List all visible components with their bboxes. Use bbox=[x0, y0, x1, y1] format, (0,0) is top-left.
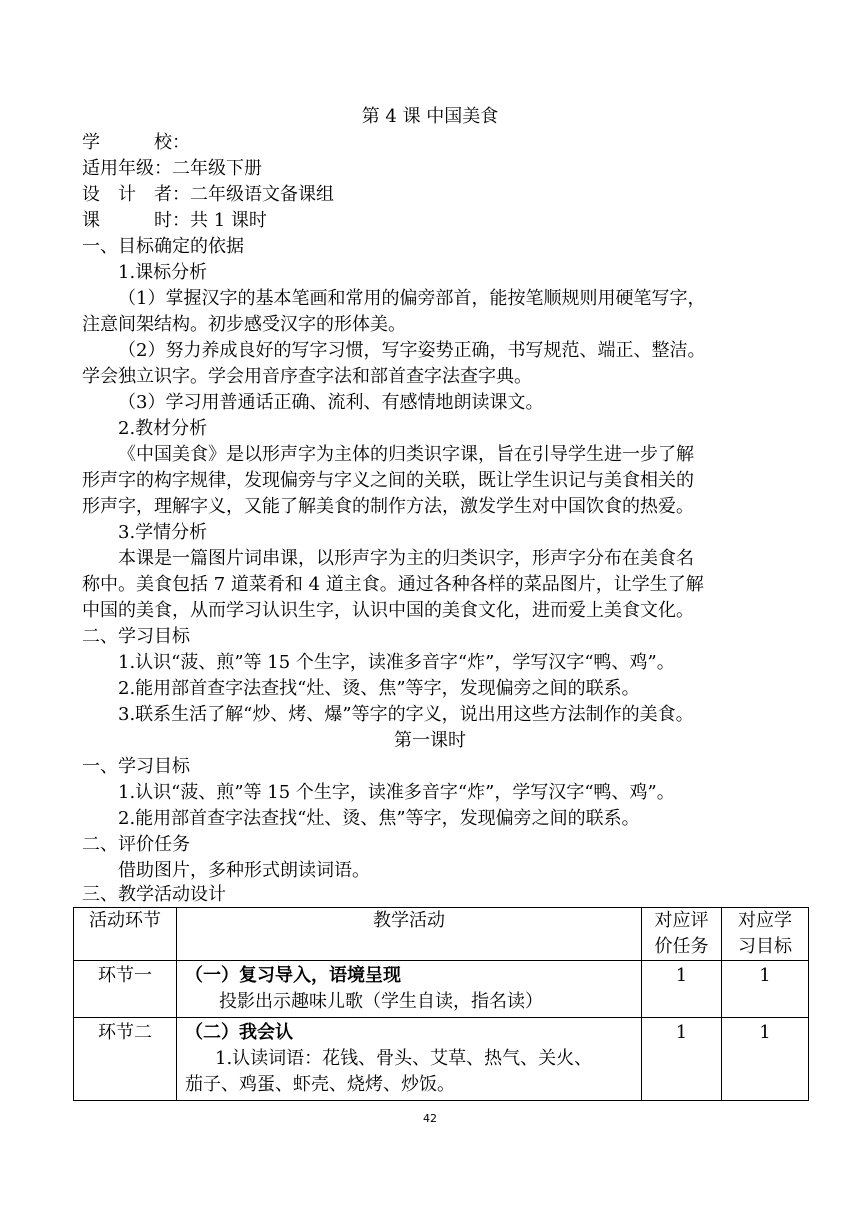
paragraph-line: 本课是一篇图片词串课，以形声字为主的归类识字，形声字分布在美食名 bbox=[118, 548, 694, 569]
subheading-learner: 3.学情分析 bbox=[118, 522, 208, 543]
goal-cell: 1 bbox=[722, 1018, 809, 1101]
paragraph-line: 《中国美食》是以形声字为主体的归类识字课，旨在引导学生进一步了解 bbox=[118, 444, 694, 465]
goal-item: 2.能用部首查字法查找“灶、烫、焦”等字，发现偏旁之间的联系。 bbox=[118, 808, 640, 829]
activity-line: 茄子、鸡蛋、虾壳、烧烤、炒饭。 bbox=[185, 1074, 455, 1095]
header-activity: 教学活动 bbox=[177, 908, 642, 961]
paragraph-line: 中国的美食，从而学习认识生字，认识中国的美食文化，进而爱上美食文化。 bbox=[82, 600, 694, 621]
table-header-row bbox=[74, 908, 809, 961]
meta-designer: 设 计 者 ：二年级语文备课组 bbox=[82, 182, 334, 208]
meta-school: 学 校 ： bbox=[82, 130, 190, 156]
goal-item: 3.联系生活了解“炒、烤、爆”等字的字义，说出用这些方法制作的美食。 bbox=[118, 704, 694, 725]
header-task: 对应评 价任务 bbox=[642, 908, 722, 961]
section-heading-lesson-goals: 一、学习目标 bbox=[82, 756, 190, 777]
activity-cell bbox=[177, 1018, 642, 1101]
paragraph-line: 形声字，理解字义，又能了解美食的制作方法，激发学生对中国饮食的热爱。 bbox=[82, 496, 694, 517]
paragraph-line: 形声字的构字规律，发现偏旁与字义之间的关联，既让学生识记与美食相关的 bbox=[82, 470, 694, 491]
paragraph-line: （2）努力养成良好的写字习惯，写字姿势正确，书写规范、端正、整洁。 bbox=[118, 340, 706, 361]
section-heading-goals: 二、学习目标 bbox=[82, 626, 190, 647]
header-goal: 对应学 习目标 bbox=[722, 908, 809, 961]
paragraph-line: 称中。美食包括 7 道菜肴和 4 道主食。通过各种各样的菜品图片，让学生了解 bbox=[82, 574, 704, 595]
section-heading-activities: 三、教学活动设计 bbox=[82, 884, 226, 905]
meta-hours: 课 时 ：共 1 课时 bbox=[82, 208, 267, 234]
meta-hours-label: 课 时 bbox=[82, 210, 172, 231]
meta-designer-label: 设 计 者 bbox=[82, 184, 172, 205]
paragraph-line: 注意间架结构。初步感受汉字的形体美。 bbox=[82, 314, 406, 335]
goal-item: 2.能用部首查字法查找“灶、烫、焦”等字，发现偏旁之间的联系。 bbox=[118, 678, 640, 699]
meta-school-label: 学 校 bbox=[82, 132, 172, 153]
goal-item: 1.认识“菠、煎”等 15 个生字，读准多音字“炸”，学写汉字“鸭、鸡”。 bbox=[118, 782, 675, 803]
subheading-textbook: 2.教材分析 bbox=[118, 418, 208, 439]
lesson-title: 第 4 课 中国美食 bbox=[361, 106, 499, 127]
paragraph-line: （3）学习用普通话正确、流利、有感情地朗读课文。 bbox=[118, 392, 544, 413]
meta-grade-value: 二年级下册 bbox=[172, 158, 262, 179]
goal-cell: 1 bbox=[722, 961, 809, 1018]
activity-table bbox=[73, 907, 809, 1101]
task-cell: 1 bbox=[642, 1018, 722, 1101]
subheading-curriculum: 1.课标分析 bbox=[118, 262, 208, 283]
paragraph-line: 学会独立识字。学会用音序查字法和部首查字法查字典。 bbox=[82, 366, 532, 387]
meta-grade: 适用年级：二年级下册 bbox=[82, 158, 262, 179]
meta-designer-value: 二年级语文备课组 bbox=[190, 184, 334, 205]
activity-title: （一）复习导入，语境呈现 bbox=[185, 965, 401, 986]
meta-hours-value: 共 1 课时 bbox=[190, 210, 267, 231]
task-cell: 1 bbox=[642, 961, 722, 1018]
stage-cell: 环节二 bbox=[74, 1018, 177, 1101]
paragraph-line: （1）掌握汉字的基本笔画和常用的偏旁部首，能按笔顺规则用硬笔写字， bbox=[118, 288, 706, 309]
table-row bbox=[74, 961, 809, 1018]
task-item: 借助图片，多种形式朗读词语。 bbox=[118, 860, 370, 881]
activity-cell bbox=[177, 961, 642, 1018]
lesson-period-title: 第一课时 bbox=[394, 730, 466, 751]
activity-line: 1.认读词语：花钱、骨头、艾草、热气、关火、 bbox=[215, 1048, 593, 1069]
stage-cell: 环节一 bbox=[74, 961, 177, 1018]
goal-item: 1.认识“菠、煎”等 15 个生字，读准多音字“炸”，学写汉字“鸭、鸡”。 bbox=[118, 652, 675, 673]
section-heading-basis: 一、目标确定的依据 bbox=[82, 236, 244, 257]
activity-line: 投影出示趣味儿歌（学生自读，指名读） bbox=[219, 991, 543, 1012]
section-heading-tasks: 二、评价任务 bbox=[82, 834, 190, 855]
table-row bbox=[74, 1018, 809, 1101]
meta-grade-label: 适用年级 bbox=[82, 158, 154, 179]
activity-title: （二）我会认 bbox=[185, 1022, 293, 1043]
header-stage: 活动环节 bbox=[74, 908, 177, 961]
page-number: 42 bbox=[423, 1112, 437, 1125]
